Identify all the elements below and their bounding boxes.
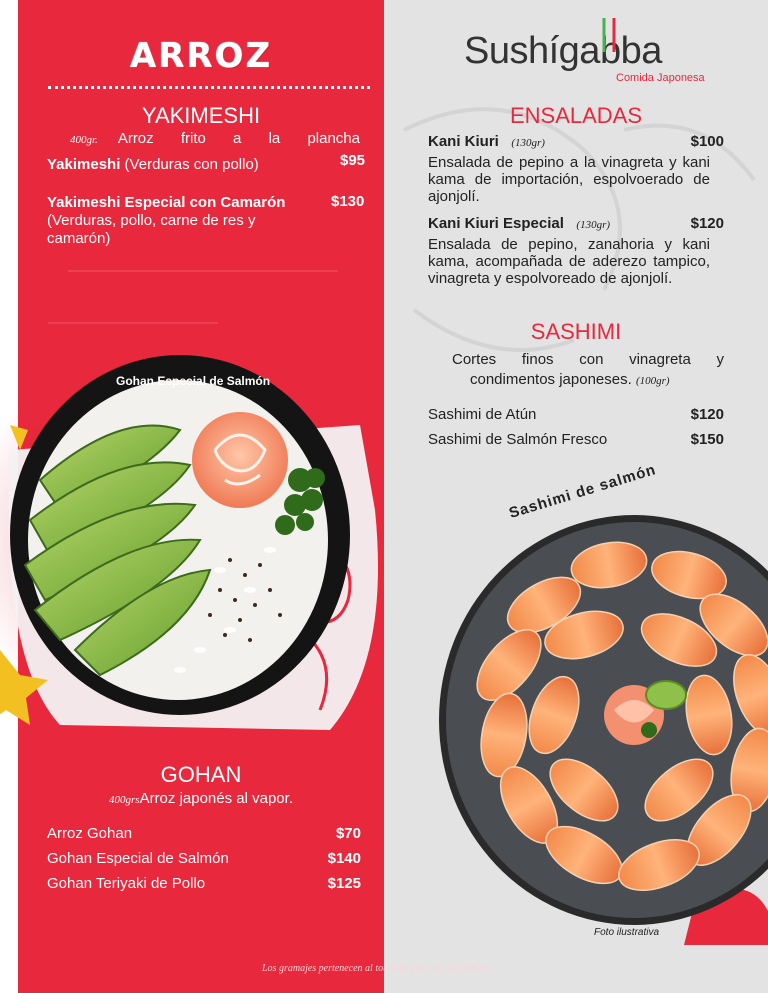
item-name-bold: Yakimeshi Especial con Camarón: [47, 194, 286, 211]
gohan-heading: GOHAN: [160, 762, 242, 787]
item-price: $70: [335, 825, 361, 842]
item-name: Kani Kiuri (130gr): [428, 133, 545, 150]
menu-item-arroz-gohan: [47, 825, 361, 842]
item-price: $150: [690, 431, 724, 448]
menu-item-kani-kiuri: [428, 133, 724, 150]
item-name: Gohan Teriyaki de Pollo: [47, 875, 206, 892]
rice-menu-panel: [18, 0, 384, 993]
gohan-description: [18, 790, 384, 807]
yakimeshi-description-text: Arroz frito a la plancha: [117, 130, 360, 147]
logo-tagline: Comida Japonesa: [616, 72, 705, 84]
item-name: Sashimi de Atún: [428, 406, 537, 423]
item-name: Kani Kiuri Especial (130gr): [428, 215, 611, 232]
yakimeshi-heading: YAKIMESHI: [141, 103, 261, 128]
menu-item-gohan-teriyaki: [47, 875, 361, 892]
menu-item-gohan-salmon: [47, 850, 361, 867]
chopsticks-icon: [598, 18, 628, 54]
menu-item-yakimeshi: [47, 156, 347, 173]
menu-item-kani-kiuri-especial: [428, 215, 724, 232]
sashimi-grams: (100gr): [635, 375, 670, 387]
item-grams: (130gr): [511, 137, 545, 149]
salads-sashimi-panel: [384, 0, 768, 993]
kani-kiuri-especial-description: Ensalada de pepino, zanahoria y kani kama, acompañada de aderezo tampico, vinagreta y espolvoreado de ajonjolí.: [428, 236, 710, 287]
item-name-bold: Yakimeshi: [47, 156, 121, 173]
item-detail-yakimeshi-especial: (Verduras, pollo, carne de res y camarón): [47, 212, 256, 247]
yakimeshi-description: [70, 130, 360, 147]
price-yakimeshi-especial: $130: [331, 193, 365, 210]
item-price: $120: [690, 215, 724, 232]
rice-bowl-illustration: [0, 330, 400, 750]
price-yakimeshi: $95: [340, 152, 366, 169]
gohan-salmon-photo: [0, 330, 400, 750]
item-price: $125: [327, 875, 361, 892]
gohan-photo-label: Gohan Especial de Salmón: [116, 374, 271, 388]
weight-footnote: Los gramajes pertenecen al total del peso de los platillos.: [262, 963, 494, 974]
photo-disclaimer: Foto ilustrativa: [594, 927, 660, 938]
yakimeshi-grams: 400gr.: [70, 134, 98, 146]
arroz-title: ARROZ: [129, 36, 273, 76]
restaurant-logo: [464, 30, 705, 84]
sashimi-photo-label: Sashimi de salmón: [507, 461, 659, 522]
ghost-line: [68, 270, 338, 272]
menu-item-sashimi-salmon: [428, 431, 724, 448]
kani-kiuri-description: Ensalada de pepino a la vinagreta y kani kama de importación, espolvoerado de ajonjolí.: [428, 154, 710, 205]
item-name: Sashimi de Salmón Fresco: [428, 431, 608, 448]
item-grams: (130gr): [576, 219, 611, 231]
logo-wordmark: Sushígabba: [464, 30, 662, 72]
item-price: $100: [690, 133, 724, 150]
gohan-grams: 400grs: [109, 794, 140, 806]
sashimi-heading: SASHIMI: [530, 319, 622, 344]
ensaladas-heading: ENSALADAS: [509, 103, 643, 128]
sashimi-description-line2: condimentos japoneses. (100gr): [470, 371, 670, 388]
ghost-line: [48, 322, 218, 324]
sashimi-plate-illustration: [434, 505, 768, 945]
item-price: $120: [690, 406, 724, 423]
dotted-divider: [48, 86, 370, 89]
menu-item-sashimi-atun: [428, 406, 724, 423]
item-name: Arroz Gohan: [47, 825, 133, 842]
item-price: $140: [327, 850, 361, 867]
sashimi-description-line1: Cortes finos con vinagreta y: [452, 351, 724, 368]
menu-item-yakimeshi-especial: [47, 194, 327, 211]
item-name-detail: (Verduras con pollo): [120, 156, 259, 173]
item-name: Gohan Especial de Salmón: [47, 850, 229, 867]
gohan-description-text: Arroz japonés al vapor.: [139, 790, 293, 807]
